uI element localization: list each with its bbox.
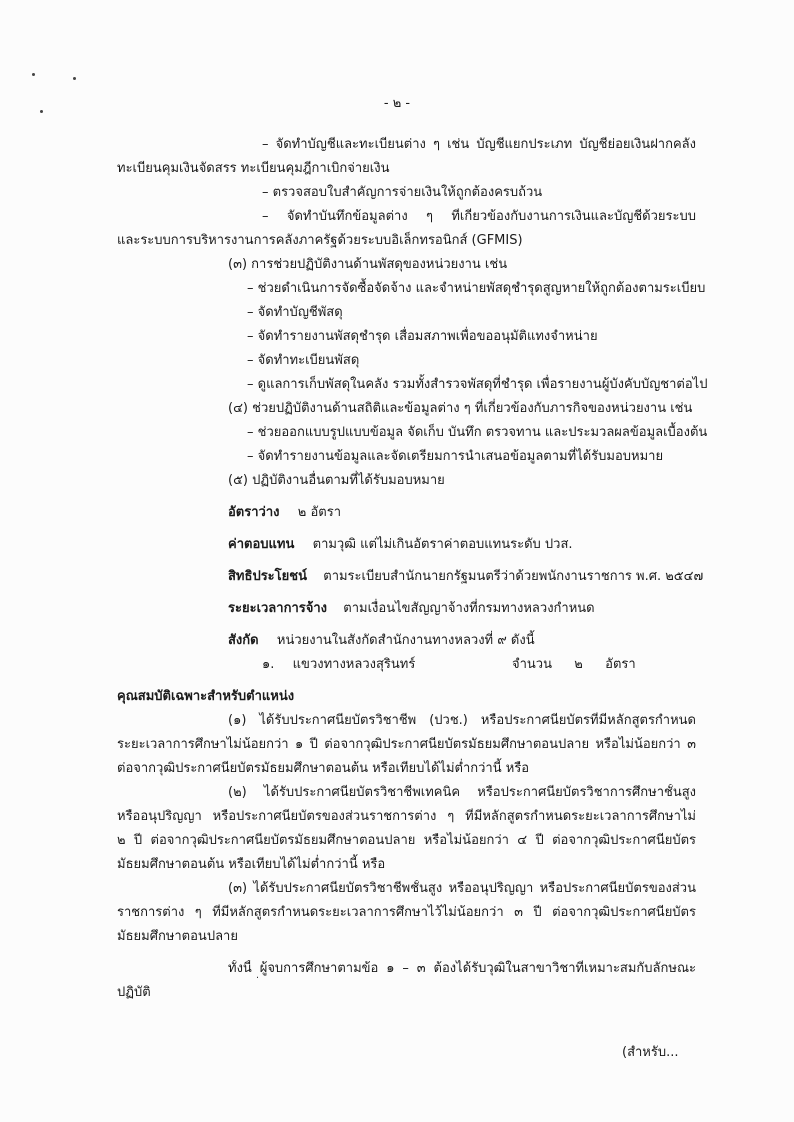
section-3-item: – จัดทำทะเบียนพัสดุ bbox=[247, 353, 360, 368]
vacancy-value: ๒ อัตรา bbox=[297, 505, 341, 520]
unit-number: ๑. bbox=[262, 657, 275, 672]
duty-accounts-line1: – จัดทำบัญชีและทะเบียนต่าง ๆ เช่น บัญชีแยกประเภท บัญชีย่อยเงินฝากคลัง bbox=[262, 137, 696, 152]
qualifications-heading: คุณสมบัติเฉพาะสำหรับตำแหน่ง bbox=[117, 689, 295, 704]
section-3-item: – ช่วยดำเนินการจัดซื้อจัดจ้าง และจำหน่ายพัสดุชำรุดสูญหายให้ถูกต้องตามระเบียบ bbox=[247, 281, 706, 296]
benefits-row bbox=[228, 568, 703, 586]
section-3-item: – จัดทำรายงานพัสดุชำรุด เสื่อมสภาพเพื่อขออนุมัติแทงจำหน่าย bbox=[247, 329, 598, 344]
affiliation-unit-count bbox=[512, 656, 636, 674]
vacancy-label: อัตราว่าง bbox=[228, 505, 280, 520]
qualification-2-line: มัธยมศึกษาตอนต้น หรือเทียบได้ไม่ต่ำกว่านี้ หรือ bbox=[117, 857, 386, 872]
section-3-item: – จัดทำบัญชีพัสดุ bbox=[247, 305, 343, 320]
page-number: - ๒ - bbox=[383, 96, 411, 111]
duty-accounts-line2: ทะเบียนคุมเงินจัดสรร ทะเบียนคุมฎีกาเบิกจ่ายเงิน bbox=[117, 161, 390, 176]
qualification-3-line: (๓) ได้รับประกาศนียบัตรวิชาชีพชั้นสูง หรืออนุปริญญา หรือประกาศนียบัตรของส่วน bbox=[228, 881, 696, 896]
unit-count-label: จำนวน bbox=[512, 657, 552, 672]
benefits-value: ตามระเบียบสำนักนายกรัฐมนตรีว่าด้วยพนักงานราชการ พ.ศ. ๒๕๔๗ bbox=[323, 569, 704, 584]
section-4-heading: (๔) ช่วยปฏิบัติงานด้านสถิติและข้อมูลต่าง ๆ ที่เกี่ยวข้องกับภารกิจของหน่วยงาน เช่น bbox=[228, 401, 693, 416]
unit-count-unit: อัตรา bbox=[605, 657, 636, 672]
affiliation-unit-row bbox=[262, 656, 415, 674]
duty-voucher-check: – ตรวจสอบใบสำคัญการจ่ายเงินให้ถูกต้องครบถ้วน bbox=[262, 185, 543, 200]
compensation-row bbox=[228, 536, 573, 554]
qualification-1-line: ต่อจากวุฒิประกาศนียบัตรมัธยมศึกษาตอนต้น หรือเทียบได้ไม่ต่ำกว่านี้ หรือ bbox=[117, 761, 530, 776]
section-3-item: – ดูแลการเก็บพัสดุในคลัง รวมทั้งสำรวจพัสดุที่ชำรุด เพื่อรายงานผู้บังคับบัญชาต่อไป bbox=[247, 377, 708, 392]
qualification-1-line: ระยะเวลาการศึกษาไม่น้อยกว่า ๑ ปี ต่อจากวุฒิประกาศนียบัตรมัธยมศึกษาตอนปลาย หรือไม่น้อยกว่า ๓ bbox=[117, 737, 696, 752]
qualification-2-line: ๒ ปี ต่อจากวุฒิประกาศนียบัตรมัธยมศึกษาตอนปลาย หรือไม่น้อยกว่า ๔ ปี ต่อจากวุฒิประกาศนียบัตร bbox=[117, 833, 696, 848]
qualification-1-line: (๑) ได้รับประกาศนียบัตรวิชาชีพ (ปวช.) หรือประกาศนียบัตรที่มีหลักสูตรกำหนด bbox=[228, 713, 696, 728]
qualification-3-line: มัธยมศึกษาตอนปลาย bbox=[117, 929, 238, 944]
affiliation-label: สังกัด bbox=[228, 633, 259, 648]
unit-name: แขวงทางหลวงสุรินทร์ bbox=[292, 657, 416, 672]
benefits-label: สิทธิประโยชน์ bbox=[228, 569, 307, 584]
qualification-2-line: (๒) ได้รับประกาศนียบัตรวิชาชีพเทคนิค หรือประกาศนียบัตรวิชาการศึกษาชั้นสูง bbox=[228, 785, 696, 800]
qualification-note-line: ทั้งนี้ ผู้จบการศึกษาตามข้อ ๑ – ๓ ต้องได้รับวุฒิในสาขาวิชาที่เหมาะสมกับลักษณะ bbox=[228, 961, 696, 976]
duration-value: ตามเงื่อนไขสัญญาจ้างที่กรมทางหลวงกำหนด bbox=[343, 601, 595, 616]
duty-records-line1: – จัดทำบันทึกข้อมูลต่าง ๆ ที่เกี่ยวข้องกับงานการเงินและบัญชีด้วยระบบ bbox=[262, 209, 696, 224]
unit-count: ๒ bbox=[574, 657, 583, 672]
section-3-heading: (๓) การช่วยปฏิบัติงานด้านพัสดุของหน่วยงาน เช่น bbox=[228, 257, 508, 272]
duration-row bbox=[228, 600, 595, 618]
section-4-item: – ช่วยออกแบบรูปแบบข้อมูล จัดเก็บ บันทึก ตรวจทาน และประมวลผลข้อมูลเบื้องต้น bbox=[247, 425, 708, 440]
compensation-label: ค่าตอบแทน bbox=[228, 537, 295, 552]
duration-label: ระยะเวลาการจ้าง bbox=[228, 601, 327, 616]
scan-speck bbox=[73, 77, 76, 80]
compensation-value: ตามวุฒิ แต่ไม่เกินอัตราค่าตอบแทนระดับ ปวส. bbox=[312, 537, 573, 552]
scan-speck bbox=[32, 73, 35, 76]
continued-marker: (สำหรับ... bbox=[622, 1045, 679, 1060]
vacancy-row bbox=[228, 504, 341, 522]
qualification-2-line: หรืออนุปริญญา หรือประกาศนียบัตรของส่วนราชการต่าง ๆ ที่มีหลักสูตรกำหนดระยะเวลาการศึกษาไม่ bbox=[117, 809, 696, 824]
section-5: (๕) ปฏิบัติงานอื่นตามที่ได้รับมอบหมาย bbox=[228, 473, 445, 488]
duty-records-line2: และระบบการบริหารงานการคลังภาครัฐด้วยระบบอิเล็กทรอนิกส์ (GFMIS) bbox=[117, 233, 523, 248]
section-4-item: – จัดทำรายงานข้อมูลและจัดเตรียมการนำเสนอข้อมูลตามที่ได้รับมอบหมาย bbox=[247, 449, 664, 464]
affiliation-row bbox=[228, 632, 535, 650]
affiliation-value: หน่วยงานในสังกัดสำนักงานทางหลวงที่ ๙ ดังนี้ bbox=[276, 633, 535, 648]
qualification-3-line: ราชการต่าง ๆ ที่มีหลักสูตรกำหนดระยะเวลาการศึกษาไว้ไม่น้อยกว่า ๓ ปี ต่อจากวุฒิประกาศนียบัตร bbox=[117, 905, 696, 920]
qualification-note-line: ปฏิบัติ bbox=[117, 985, 151, 1000]
